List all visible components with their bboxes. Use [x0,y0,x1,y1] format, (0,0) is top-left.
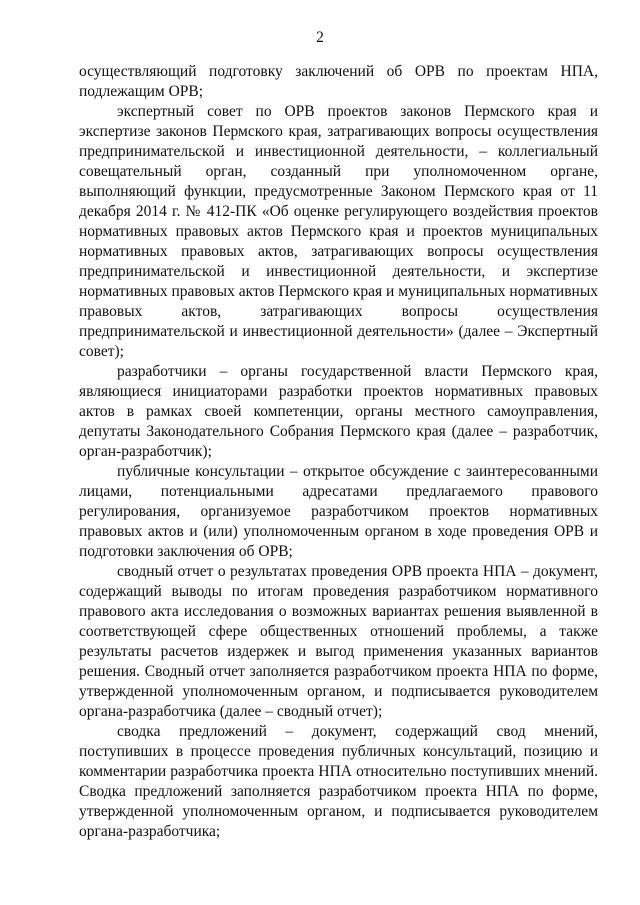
document-body [79,62,598,842]
paragraph: публичные консультации – открытое обсуждение с заинтересованными лицами, потенциальными адресатами предлагаемого правового регулирования, организуемое разработчиком проектов нормативных правовых актов и (или) уполномоченным органом в ходе проведения ОРВ и подготовки заключения об ОРВ; [79,463,598,560]
paragraph: экспертный совет по ОРВ проектов законов Пермского края и экспертизе законов Пермского края, затрагивающих вопросы осуществления предпринимательской и инвестиционной деятельности, – коллегиальный совещательный орган, созданный при уполномоченном органе, выполняющий функции, предусмотренные Законом Пермского края от 11 декабря 2014 г. № 412-ПК «Об оценке регулирующего воздействия проектов нормативных правовых актов Пермского края и проектов муниципальных нормативных правовых актов, затрагивающих вопросы осуществления предпринимательской и инвестиционной деятельности, и экспертизе нормативных правовых актов Пермского края и муниципальных нормативных правовых актов, затрагивающих вопросы осуществления предпринимательской и инвестиционной деятельности» (далее – Экспертный совет); [79,103,598,360]
paragraph: осуществляющий подготовку заключений об ОРВ по проектам НПА, подлежащим ОРВ; [79,63,598,100]
paragraph: сводный отчет о результатах проведения ОРВ проекта НПА – документ, содержащий выводы по итогам проведения разработчиком нормативного правового акта исследования о возможных вариантах решения выявленной в соответствующей сфере общественных отношений проблемы, а также результаты расчетов издержек и выгод применения указанных вариантов решения. Сводный отчет заполняется разработчиком проекта НПА по форме, утвержденной уполномоченным органом, и подписывается руководителем органа-разработчика (далее – сводный отчет); [79,563,598,720]
paragraph: сводка предложений – документ, содержащий свод мнений, поступивших в процессе проведения публичных консультаций, позицию и комментарии разработчика проекта НПА относительно поступивших мнений. Сводка предложений заполняется разработчиком проекта НПА по форме, утвержденной уполномоченным органом, и подписывается руководителем органа-разработчика; [79,723,598,840]
paragraph: разработчики – органы государственной власти Пермского края, являющиеся инициаторами разработки проектов нормативных правовых актов в рамках своей компетенции, органы местного самоуправления, депутаты Законодательного Собрания Пермского края (далее – разработчик, орган-разработчик); [79,363,598,460]
page-number: 2 [316,29,324,46]
